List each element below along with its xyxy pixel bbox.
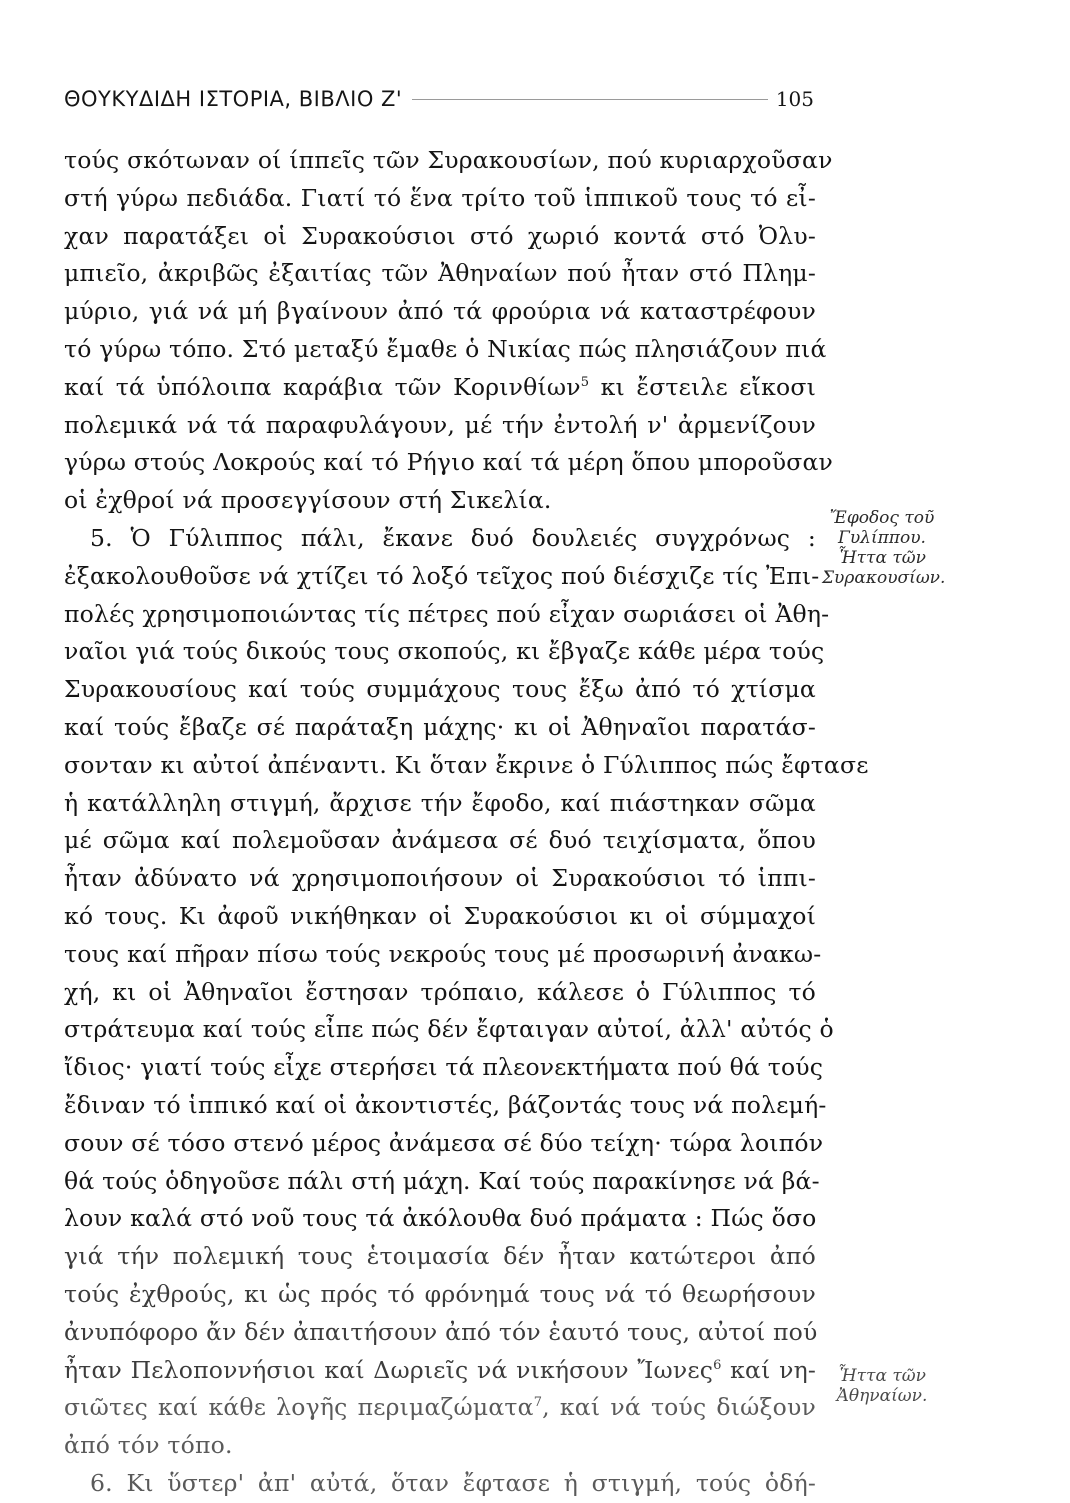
margin-note-line: Ἧττα τῶν bbox=[838, 548, 926, 568]
margin-note-line: Ἔφοδος τοῦ bbox=[829, 508, 935, 528]
text-line: ἡ κατάλληλη στιγμή, ἄρχισε τήν ἔφοδο, καί πιάστηκαν σῶμα bbox=[64, 788, 816, 817]
text-line: τούς σκότωναν οί ίππεῖς τῶν Συρακουσίων, πού κυριαρχοῦσαν bbox=[64, 146, 833, 174]
text-line: ἦταν ἀδύνατο νά χρησιμοποιήσουν οἱ Συρακούσιοι τό ἱππι- bbox=[64, 864, 816, 893]
page-number: 105 bbox=[775, 87, 814, 111]
section-start-line: 5. Ὁ Γύλιππος πάλι, ἔκανε δυό δουλειές συγχρόνως : bbox=[90, 523, 816, 552]
text-line: μύριο, γιά νά μή βγαίνουν ἀπό τά φρούρια νά καταστρέφουν bbox=[64, 297, 816, 326]
text-line: πολεμικά νά τά παραφυλάγουν, μέ τήν ἐντολή ν' ἀρμενίζουν bbox=[64, 410, 816, 439]
running-head bbox=[64, 82, 814, 116]
text-fragment: καί νη- bbox=[721, 1355, 816, 1384]
text-line: Συρακουσίους καί τούς συμμάχους τους ἔξω ἀπό τό χτίσμα bbox=[64, 675, 816, 704]
footnote-ref: 5 bbox=[580, 374, 590, 390]
text-line: στή γύρω πεδιάδα. Γιατί τό ἕνα τρίτο τοῦ ἱππικοῦ τους τό εἶ- bbox=[64, 183, 816, 212]
text-line: μπιεῖο, ἀκριβῶς ἐξαιτίας τῶν Ἀθηναίων πού ἦταν στό Πλημ- bbox=[64, 259, 816, 288]
text-fragment: καί τά ὑπόλοιπα καράβια τῶν Κορινθίων bbox=[64, 372, 581, 401]
text-line: λουν καλά στό νοῦ τους τά ἀκόλουθα δυό πράματα : Πώς ὅσο bbox=[64, 1204, 817, 1233]
text-line: ἐξακολουθοῦσε νά χτίζει τό λοξό τεῖχος πού διέσχιζε τίς Ἐπι- bbox=[64, 561, 820, 590]
text-line: ναῖοι γιά τούς δικούς τους σκοπούς, κι ἔβγαζε κάθε μέρα τούς bbox=[64, 637, 825, 666]
footnote-ref: 6 bbox=[713, 1357, 722, 1373]
text-line: σονταν κι αὐτοί ἀπέναντι. Κι ὅταν ἔκρινε ὁ Γύλιππος πώς ἔφτασε bbox=[64, 750, 869, 779]
text-line: τούς ἐχθρούς, κι ὡς πρός τό φρόνημά τους νά τό θεωρήσουν bbox=[64, 1279, 816, 1308]
text-line: ἴδιος· γιατί τούς εἶχε στερήσει τά πλεονεκτήματα πού θά τούς bbox=[64, 1053, 824, 1082]
body-text bbox=[64, 142, 869, 1503]
margin-note-line: Ἀθηναίων. bbox=[836, 1386, 928, 1406]
text-line: οἱ ἐχθροί νά προσεγγίσουν στή Σικελία. bbox=[64, 486, 552, 515]
text-line: πολές χρησιμοποιώντας τίς πέτρες πού εἶχαν σωριάσει οἱ Ἀθη- bbox=[64, 599, 830, 628]
text-line: χή, κι οἱ Ἀθηναῖοι ἔστησαν τρόπαιο, κάλεσε ὁ Γύλιππος τό bbox=[64, 977, 816, 1006]
text-line: τό γύρω τόπο. Στό μεταξύ ἔμαθε ὁ Νικίας πώς πλησιάζουν πιά bbox=[64, 334, 827, 363]
text-fragment: , καί νά τούς διώξουν bbox=[542, 1393, 816, 1422]
text-line: χαν παρατάξει οἱ Συρακούσιοι στό χωριό κοντά στό Ὀλυ- bbox=[64, 221, 816, 250]
text-line: θά τούς ὁδηγοῦσε πάλι στή μάχη. Καί τούς παρακίνησε νά βά- bbox=[64, 1166, 820, 1195]
text-line: ἀπό τόν τόπο. bbox=[64, 1431, 233, 1460]
text-line: ἀνυπόφορο ἄν δέν ἀπαιτήσουν ἀπό τόν ἑαυτό τους, αὐτοί πού bbox=[64, 1317, 818, 1346]
margin-note bbox=[822, 1366, 942, 1406]
text-fragment: ἦταν Πελοποννήσιοι καί Δωριεῖς νά νικήσουν Ἴωνες bbox=[64, 1355, 714, 1384]
margin-note-line: Ἧττα τῶν bbox=[838, 1366, 926, 1386]
section-start-line: 6. Κι ὕστερ' ἀπ' αὐτά, ὅταν ἔφτασε ἡ στιγμή, τούς ὁδή- bbox=[90, 1468, 816, 1497]
text-line: ἔδιναν τό ἱππικό καί οἱ ἀκοντιστές, βάζοντάς τους νά πολεμή- bbox=[64, 1090, 827, 1119]
text-line bbox=[64, 1389, 816, 1427]
margin-note bbox=[822, 508, 946, 588]
margin-note-line: Γυλίππου. bbox=[838, 528, 926, 548]
running-title: ΘΟΥΚΥΔΙΔΗ ΙΣΤΟΡΙΑ, ΒΙΒΛΙΟ Ζ' bbox=[64, 87, 403, 111]
text-line bbox=[64, 369, 816, 407]
text-line: μέ σῶμα καί πολεμοῦσαν ἀνάμεσα σέ δυό τειχίσματα, ὅπου bbox=[64, 826, 816, 855]
text-line bbox=[64, 1352, 816, 1390]
text-line: καί τούς ἔβαζε σέ παράταξη μάχης· κι οἱ Ἀθηναῖοι παρατάσ- bbox=[64, 712, 816, 741]
text-line: κό τους. Κι ἀφοῦ νικήθηκαν οἱ Συρακούσιοι κι οἱ σύμμαχοί bbox=[64, 901, 816, 930]
margin-note-line: Συρακουσίων. bbox=[822, 568, 946, 588]
text-line: στράτευμα καί τούς εἶπε πώς δέν ἔφταιγαν αὐτοί, ἀλλ' αὐτός ὁ bbox=[64, 1015, 834, 1044]
text-line: γύρω στούς Λοκρούς καί τό Ρήγιο καί τά μέρη ὅπου μποροῦσαν bbox=[64, 448, 834, 477]
text-line: σουν σέ τόσο στενό μέρος ἀνάμεσα σέ δύο τείχη· τώρα λοιπόν bbox=[64, 1128, 824, 1157]
footnote-ref: 7 bbox=[533, 1395, 543, 1411]
text-line: τους καί πῆραν πίσω τούς νεκρούς τους μέ προσωρινή ἀνακω- bbox=[64, 939, 822, 968]
text-fragment: κι ἔστειλε εἴκοσι bbox=[589, 372, 816, 401]
text-line: γιά τήν πολεμική τους ἑτοιμασία δέν ἦταν κατώτεροι ἀπό bbox=[64, 1242, 816, 1271]
text-fragment: σιῶτες καί κάθε λογῆς περιμαζώματα bbox=[64, 1393, 534, 1422]
header-rule bbox=[412, 99, 768, 100]
